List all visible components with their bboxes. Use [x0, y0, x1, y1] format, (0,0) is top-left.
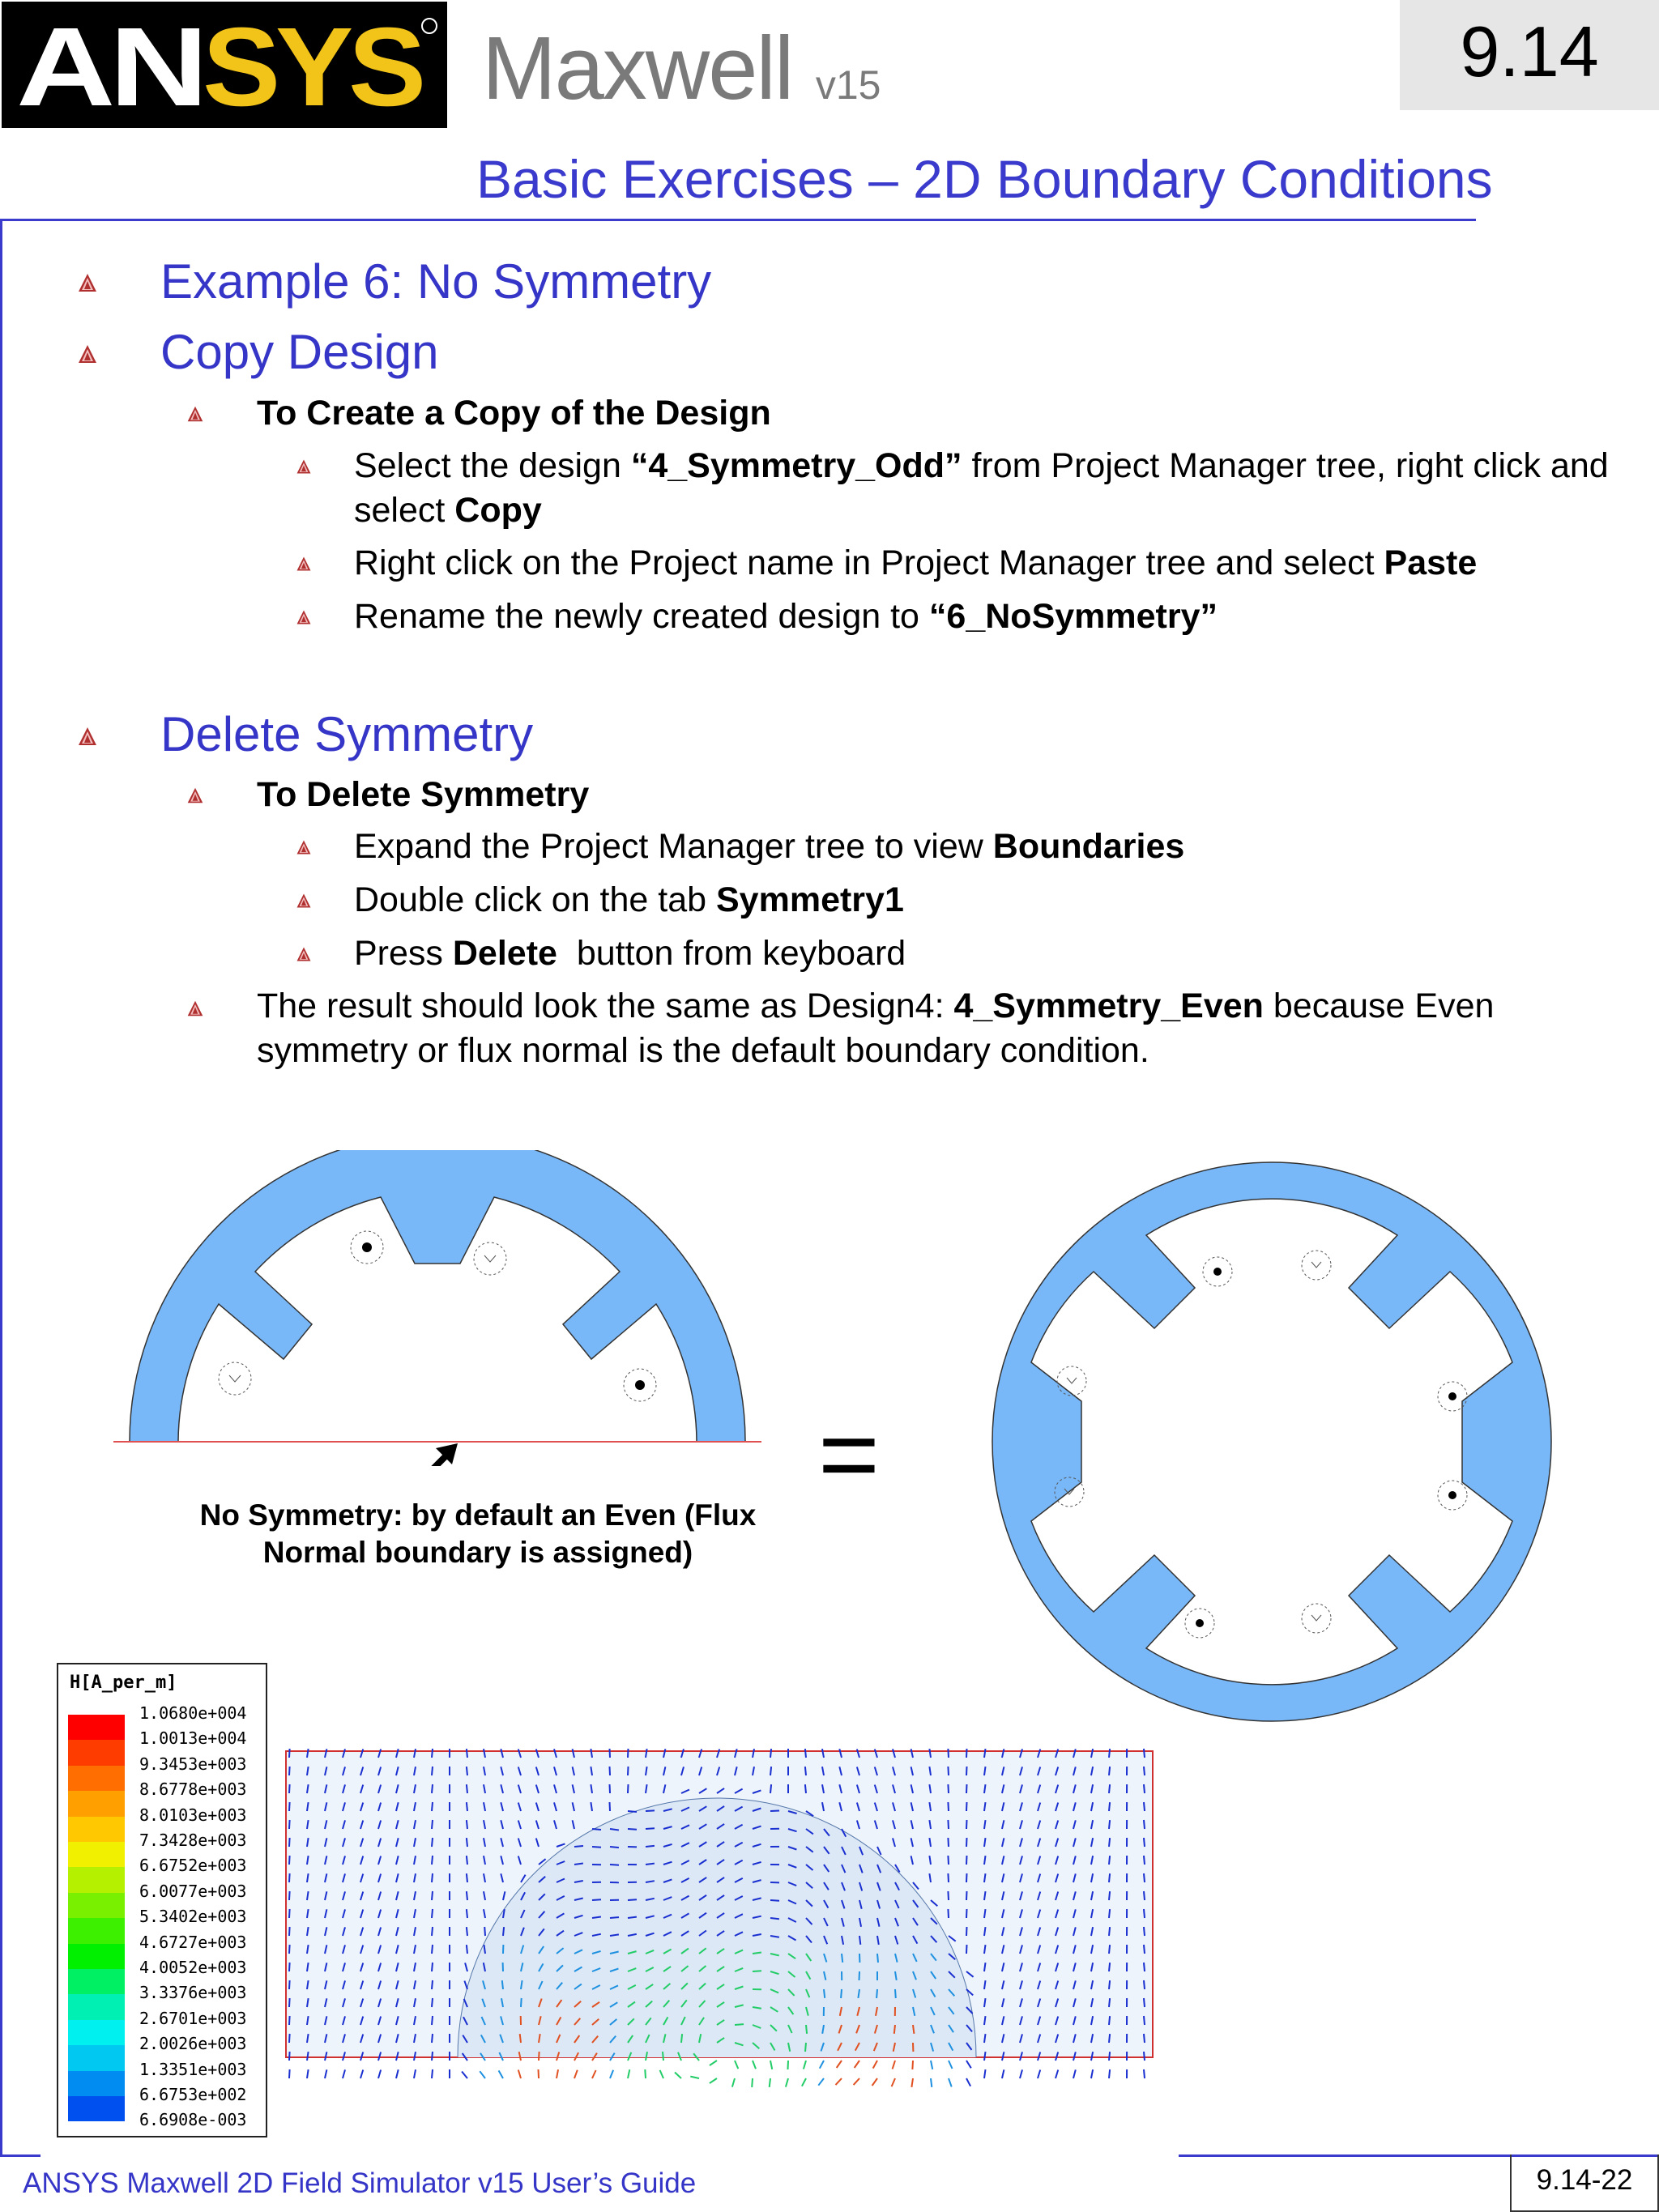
field-arrow [432, 2016, 433, 2025]
field-arrow [948, 1873, 949, 1882]
field-arrow [628, 1784, 629, 1793]
field-arrow [1144, 1980, 1145, 1989]
field-arrow [966, 1767, 967, 1775]
field-arrow [1109, 1820, 1110, 1829]
field-arrow [1144, 1856, 1145, 1865]
field-arrow [289, 1980, 290, 1989]
legend-value: 8.0103e+003 [139, 1805, 247, 1825]
field-arrow [820, 2061, 824, 2069]
field-arrow [681, 2034, 682, 2043]
legend-swatch [68, 1994, 125, 2019]
field-arrow [931, 2078, 932, 2087]
field-arrow [1144, 1873, 1145, 1882]
field-arrow [432, 1767, 433, 1775]
result-note: The result should look the same as Design4: 4_Symmetry_Even because Even symmetry or flux normal is the default boundary condition. [257, 987, 1495, 1070]
field-arrow [912, 2061, 913, 2069]
field-arrow [289, 2069, 290, 2078]
field-arrow [1109, 2016, 1110, 2025]
field-arrow [966, 1784, 967, 1793]
field-arrow [948, 1749, 949, 1758]
field-arrow [805, 1767, 806, 1775]
logo-an: AN [16, 5, 203, 128]
field-arrow [806, 2025, 807, 2034]
field-arrow [557, 2069, 558, 2078]
field-arrow [966, 1820, 967, 1829]
field-arrow [646, 1846, 655, 1847]
legend-swatch [68, 2096, 125, 2121]
field-arrow [289, 1909, 290, 1918]
field-arrow [855, 2061, 859, 2068]
legend-swatch [68, 1740, 125, 1765]
field-arrow [325, 2069, 326, 2078]
field-arrow [1144, 2034, 1145, 2043]
field-arrow [592, 1899, 601, 1900]
field-arrow [948, 1802, 949, 1811]
field-arrow [876, 1989, 877, 1998]
legend-value: 1.3351e+003 [139, 2059, 247, 2079]
legend-swatch [68, 1918, 125, 1943]
field-arrow [966, 1927, 967, 1936]
subheading-create-copy: To Create a Copy of the Design [257, 394, 771, 433]
field-arrow [660, 2070, 663, 2078]
field-arrow [894, 2025, 895, 2034]
field-arrow [770, 1918, 779, 1919]
field-arrow [1109, 1945, 1110, 1954]
step-press-delete: Press Delete button from keyboard [354, 934, 906, 973]
field-arrow [432, 1909, 433, 1918]
bullet-icon [77, 343, 98, 364]
bullet-icon [186, 405, 204, 423]
field-arrow [854, 2078, 859, 2085]
footer-page-number: 9.14-22 [1536, 2164, 1633, 2196]
field-arrow [610, 1847, 619, 1848]
bullet-icon [296, 893, 312, 909]
field-arrow [432, 1963, 433, 1971]
legend-swatch [68, 1944, 125, 1969]
legend-value: 1.0013e+004 [139, 1728, 247, 1749]
field-arrow [1109, 1927, 1110, 1936]
step-expand-tree: Expand the Project Manager tree to view Boundaries [354, 827, 1185, 866]
field-arrow [1144, 2052, 1145, 2061]
footer-rule-left [0, 2154, 41, 2157]
footer-page-box [1510, 2154, 1659, 2212]
field-arrow [690, 2077, 699, 2078]
legend-value: 6.0077e+003 [139, 1881, 247, 1901]
field-arrow [432, 1802, 433, 1811]
field-arrow [786, 2078, 788, 2087]
legend-value: 1.0680e+004 [139, 1703, 247, 1723]
field-arrow [753, 2061, 756, 2069]
field-arrow [289, 1927, 290, 1936]
field-arrow [1109, 1838, 1110, 1847]
field-arrow [610, 1767, 611, 1775]
field-arrow [432, 1945, 433, 1954]
field-arrow [931, 2061, 932, 2069]
field-arrow [1144, 1802, 1145, 1811]
field-arrow [1109, 1998, 1110, 2007]
legend-swatch [68, 1969, 125, 1994]
field-arrow [432, 2034, 433, 2043]
field-arrow [710, 2061, 717, 2065]
field-arrow [432, 1980, 433, 1989]
field-arrow [1038, 2070, 1040, 2079]
legend-swatch [68, 1766, 125, 1791]
field-arrow [396, 2069, 399, 2078]
field-arrow [1144, 1767, 1145, 1775]
field-arrow [610, 1917, 619, 1918]
figure-caption: No Symmetry: by default an Even (Flux Normal boundary is assigned) [199, 1498, 757, 1569]
field-arrow [1109, 1963, 1110, 1971]
field-arrow [770, 1767, 771, 1775]
half-model-figure [113, 1150, 761, 1466]
field-arrow [1002, 2069, 1004, 2078]
field-arrow [877, 1954, 878, 1963]
field-arrow [499, 2070, 503, 2078]
field-arrow [432, 1891, 433, 1900]
logo-sys: SYS [203, 5, 422, 128]
field-arrow [432, 1856, 433, 1865]
field-arrow [289, 2052, 290, 2061]
field-arrow [1144, 1820, 1145, 1829]
field-arrow [432, 1838, 433, 1847]
legend-value: 4.6727e+003 [139, 1932, 247, 1952]
field-arrow [966, 1802, 967, 1811]
field-arrow [804, 2061, 806, 2069]
field-arrow [462, 2072, 467, 2079]
bullet-icon [77, 726, 98, 747]
field-arrow [1109, 1802, 1110, 1811]
field-arrow [289, 1873, 290, 1882]
field-arrow [628, 1749, 629, 1758]
field-arrow [770, 2061, 772, 2069]
field-arrow [1144, 1927, 1145, 1936]
field-arrow [1020, 2069, 1022, 2078]
legend-swatch [68, 2045, 125, 2070]
field-arrow [770, 1749, 771, 1758]
field-arrow [1109, 1767, 1110, 1775]
field-arrow [805, 2043, 806, 2052]
bullet-icon [296, 556, 312, 572]
ansys-logo [2, 2, 447, 128]
product-name: Maxwell v15 [482, 19, 881, 118]
field-arrow [805, 1749, 806, 1758]
field-arrow [432, 2069, 433, 2078]
field-arrow [770, 1784, 771, 1793]
legend-value: 3.3376e+003 [139, 1983, 247, 2003]
field-arrow [289, 2016, 290, 2025]
field-arrow [752, 2078, 753, 2087]
bullet-icon [186, 786, 204, 804]
legend-swatch [68, 1893, 125, 1918]
field-arrow [521, 1998, 522, 2007]
field-arrow [948, 1891, 949, 1900]
field-arrow [948, 1856, 949, 1865]
field-arrow [289, 2034, 290, 2043]
bullet-icon [296, 839, 312, 855]
field-arrow [1144, 1749, 1145, 1758]
step-double-click: Double click on the tab Symmetry1 [354, 880, 904, 919]
field-arrow [360, 2070, 363, 2079]
field-arrow [837, 2061, 842, 2068]
ansys-logo-mark [2, 2, 447, 128]
legend-value: 4.0052e+003 [139, 1958, 247, 1977]
field-arrow [895, 1989, 896, 1998]
field-arrow [949, 2061, 953, 2069]
field-arrow [432, 1749, 433, 1758]
field-arrow [966, 1856, 967, 1865]
field-arrow [1109, 2052, 1110, 2061]
field-arrow [911, 2078, 913, 2087]
field-arrow [872, 2078, 877, 2086]
field-arrow [675, 2073, 681, 2079]
step-select-design: Select the design “4_Symmetry_Odd” from Project Manager tree, right click and select Copy [354, 446, 1609, 530]
field-arrow [841, 1989, 842, 1998]
field-arrow [432, 1784, 433, 1793]
field-arrow [610, 1802, 611, 1811]
field-arrow [610, 1749, 611, 1758]
field-arrow [414, 2069, 416, 2078]
field-arrow [628, 1917, 637, 1918]
equals-sign: = [818, 1395, 880, 1513]
section-number: 9.14 [1460, 11, 1599, 92]
field-arrow [788, 2061, 789, 2069]
field-arrow [824, 1989, 825, 1998]
legend-swatch [68, 2020, 125, 2045]
legend-value: 6.6752e+003 [139, 1856, 247, 1876]
field-arrow [1091, 2069, 1093, 2078]
field-arrow [289, 1856, 290, 1865]
field-arrow [1109, 1856, 1110, 1865]
field-arrow [432, 1873, 433, 1882]
step-paste: Right click on the Project name in Project Manager tree and select Paste [354, 543, 1478, 582]
legend-swatch [68, 1817, 125, 1842]
field-arrow [502, 1980, 503, 1989]
field-arrow [289, 1749, 290, 1758]
legend-value: 9.3453e+003 [139, 1754, 247, 1774]
field-arrow [1109, 1873, 1110, 1882]
field-arrow [1144, 2016, 1145, 2025]
field-arrow [289, 1784, 290, 1793]
subheading-delete: To Delete Symmetry [257, 775, 590, 814]
field-arrow [592, 2070, 596, 2078]
field-arrow [913, 2025, 914, 2034]
legend-value: 7.3428e+003 [139, 1831, 247, 1850]
legend-swatch [68, 2071, 125, 2096]
field-arrow [289, 1820, 290, 1829]
field-arrow [1056, 2070, 1058, 2079]
field-arrow [1144, 1945, 1145, 1954]
field-arrow [378, 2070, 381, 2079]
field-arrow [610, 1784, 611, 1793]
field-arrow [432, 1998, 433, 2007]
field-arrow [802, 2078, 806, 2086]
field-arrow [859, 1936, 860, 1945]
field-arrow [949, 2078, 952, 2086]
field-arrow [289, 1998, 290, 2007]
field-arrow [948, 1838, 949, 1847]
field-arrow [966, 1945, 967, 1954]
field-arrow [1144, 1963, 1145, 1971]
field-arrow [289, 1945, 290, 1954]
field-arrow [735, 2024, 744, 2025]
field-arrow [893, 2061, 895, 2069]
legend-swatch [68, 1842, 125, 1867]
field-arrow [628, 1767, 629, 1775]
legend-swatch [68, 1715, 125, 1740]
field-arrow [966, 1891, 967, 1900]
field-arrow [1109, 2069, 1110, 2078]
field-arrow [805, 1784, 806, 1793]
field-arrow [1144, 2069, 1145, 2078]
heading-copy-design: Copy Design [160, 325, 439, 379]
field-arrow [948, 1767, 949, 1775]
legend-value: 2.0026e+003 [139, 2034, 247, 2054]
field-arrow [484, 1927, 485, 1936]
legend-value: 6.6753e+002 [139, 2085, 247, 2104]
field-arrow [343, 2069, 345, 2078]
field-arrow [646, 1828, 655, 1829]
field-arrow [1109, 2034, 1110, 2043]
heading-example: Example 6: No Symmetry [160, 254, 712, 309]
field-arrow [1144, 1838, 1145, 1847]
legend-swatch [68, 1867, 125, 1892]
field-arrow [289, 1891, 290, 1900]
field-arrow [289, 1838, 290, 1847]
field-arrow [948, 1820, 949, 1829]
field-arrow [628, 2069, 629, 2078]
legend-value: 2.6701e+003 [139, 2008, 247, 2028]
legend-value: 6.6908e-003 [139, 2110, 247, 2130]
field-arrow [966, 1838, 967, 1847]
field-arrow [710, 2078, 717, 2083]
field-arrow [645, 2069, 646, 2078]
field-arrow [289, 1963, 290, 1971]
field-arrow [574, 2070, 578, 2078]
field-arrow [1109, 1749, 1110, 1758]
field-arrow [1109, 1784, 1110, 1793]
field-arrow [628, 1829, 637, 1830]
bullet-icon [186, 999, 204, 1017]
field-arrow [432, 1927, 433, 1936]
field-arrow [520, 2034, 521, 2043]
header-rule [0, 219, 1476, 221]
field-arrow [1144, 1784, 1145, 1793]
field-arrow [770, 1811, 779, 1812]
field-arrow [948, 1909, 949, 1918]
full-model-figure [960, 1158, 1567, 1725]
footer-guide-title: ANSYS Maxwell 2D Field Simulator v15 User’s Guide [23, 2167, 697, 2199]
legend-swatch [68, 1791, 125, 1816]
field-arrow [610, 2070, 613, 2078]
field-arrow [592, 1847, 601, 1848]
product-version: v15 [815, 62, 881, 108]
field-arrow [966, 2078, 970, 2086]
field-arrow [628, 1811, 637, 1812]
field-arrow [1144, 1998, 1145, 2007]
page-title: Basic Exercises – 2D Boundary Conditions [476, 149, 1493, 209]
bullet-icon [296, 458, 312, 475]
field-arrow [732, 2078, 735, 2087]
bullet-icon [77, 272, 98, 293]
field-arrow [592, 1829, 601, 1830]
field-arrow [480, 2071, 485, 2078]
legend-value: 8.6778e+003 [139, 1779, 247, 1800]
legend-title: H[A_per_m] [70, 1673, 177, 1693]
field-arrow [646, 1810, 655, 1811]
field-arrow [984, 2069, 986, 2078]
field-arrow [432, 2052, 433, 2061]
field-arrow [836, 2078, 842, 2085]
field-arrow [1109, 1891, 1110, 1900]
field-arrow [289, 1767, 290, 1775]
field-arrow [574, 1846, 583, 1847]
field-arrow [646, 1864, 655, 1865]
field-arrow [735, 2061, 738, 2069]
field-arrow [1144, 1909, 1145, 1918]
bullet-icon [296, 609, 312, 625]
field-arrow [892, 2078, 895, 2086]
field-arrow [1109, 1909, 1110, 1918]
field-arrow [628, 1899, 637, 1900]
field-arrow [966, 1873, 967, 1882]
field-arrow [1073, 2069, 1076, 2078]
field-arrow [948, 1784, 949, 1793]
field-legend [57, 1663, 267, 2137]
left-rule [0, 219, 2, 2156]
field-arrow [859, 1971, 860, 1980]
section-number-box [1400, 0, 1659, 110]
legend-value: 5.3402e+003 [139, 1907, 247, 1927]
field-arrow [289, 1802, 290, 1811]
heading-delete-symmetry: Delete Symmetry [160, 707, 534, 761]
field-arrow [1144, 1891, 1145, 1900]
field-arrow [966, 2061, 971, 2068]
field-arrow [770, 1900, 779, 1901]
h-field-vector-plot [279, 1733, 1158, 2098]
field-arrow [966, 1909, 967, 1918]
field-arrow [1109, 1980, 1110, 1989]
field-arrow [432, 1820, 433, 1829]
field-arrow [503, 1927, 504, 1936]
field-arrow [307, 2069, 309, 2078]
bullet-icon [296, 946, 312, 962]
field-arrow [818, 2078, 824, 2086]
field-arrow [873, 2061, 877, 2069]
step-rename: Rename the newly created design to “6_NoSymmetry” [354, 597, 1218, 636]
field-arrow [518, 2070, 521, 2079]
field-arrow [966, 1749, 967, 1758]
